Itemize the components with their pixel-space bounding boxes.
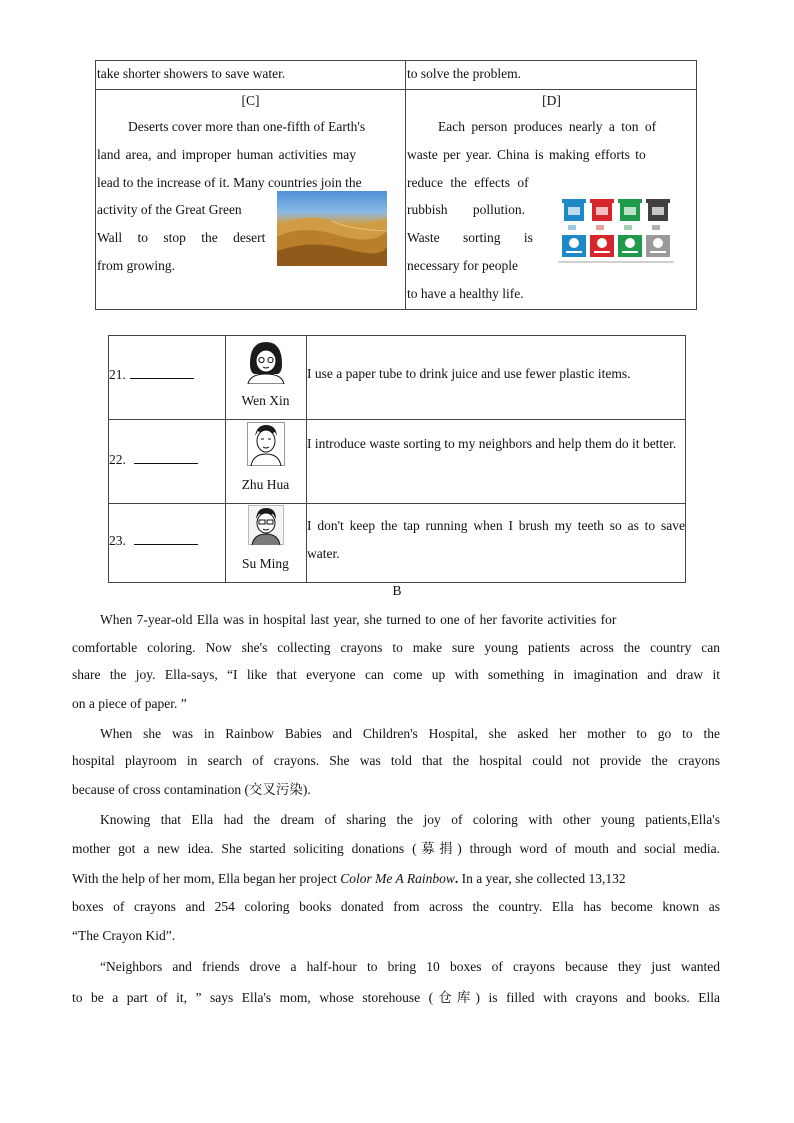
passage-p1-line-3: share the joy. Ella-says, “I like that everyone can come up with something in imagination and draw it bbox=[72, 667, 720, 682]
statement-zhu-hua-line-1 bbox=[307, 430, 685, 458]
c-line-1: Deserts cover more than one-fifth of Earth's bbox=[128, 119, 366, 134]
table-cell-left-top: take shorter showers to save water. bbox=[97, 66, 286, 81]
d-line-7: to have a healthy life. bbox=[407, 286, 524, 301]
answer-blank-21[interactable] bbox=[130, 366, 194, 379]
table-divider bbox=[225, 336, 226, 582]
student-name-su-ming: Su Ming bbox=[242, 556, 289, 571]
label-c: [C] bbox=[241, 93, 260, 108]
passage-p4-line-1: “Neighbors and friends drove a half-hour to bring 10 boxes of crayons because they just wanted bbox=[100, 959, 720, 974]
reading-table-cd bbox=[95, 60, 697, 310]
question-number: 21. bbox=[109, 367, 126, 382]
question-number: 22. bbox=[109, 452, 126, 467]
student-name-wen-xin: Wen Xin bbox=[241, 393, 290, 408]
c-line-5: Wall to stop the desert bbox=[97, 230, 266, 245]
passage-p3-line-3-start: With the help of her mom, Ella began her project bbox=[72, 871, 341, 886]
zhu-hua-avatar-icon bbox=[247, 422, 285, 470]
answer-row-22 bbox=[109, 451, 198, 468]
table-cell-right-top: to solve the problem. bbox=[407, 66, 521, 81]
wen-xin-avatar-icon bbox=[245, 338, 287, 388]
c-line-4: activity of the Great Green bbox=[97, 202, 242, 217]
d-line-5: Waste sorting is bbox=[407, 230, 533, 245]
label-d: [D] bbox=[542, 93, 561, 108]
passage-p1-line-1: When 7-year-old Ella was in hospital last year, she turned to one of her favorite activities for bbox=[100, 612, 617, 627]
desert-photo bbox=[277, 191, 387, 266]
bin-icon-blue bbox=[562, 199, 586, 221]
su-ming-avatar-icon bbox=[248, 505, 284, 549]
statement-su-ming bbox=[307, 512, 685, 568]
statement-zhu-hua-text: I introduce waste sorting to my neighbors and help them do it better. bbox=[307, 436, 677, 451]
project-title-period: . bbox=[454, 871, 459, 886]
sorting-bins-image bbox=[554, 193, 684, 271]
passage-p3-line-1: Knowing that Ella had the dream of sharing the joy of coloring with other young patients,Ella's bbox=[100, 812, 720, 827]
answer-blank-23[interactable] bbox=[134, 532, 198, 545]
project-title: Color Me A Rainbow bbox=[340, 871, 455, 886]
answer-table bbox=[108, 335, 686, 583]
passage-p2-line-3: because of cross contamination (交叉污染). bbox=[72, 782, 311, 797]
c-line-3: lead to the increase of it. Many countries join the bbox=[97, 175, 362, 190]
d-line-1: Each person produces nearly a ton of bbox=[438, 119, 657, 134]
section-heading-b: B bbox=[392, 583, 402, 598]
answer-row-21 bbox=[109, 366, 194, 383]
passage-p3-line-4: boxes of crayons and 254 coloring books donated from across the country. Ella has become known as bbox=[72, 899, 720, 914]
passage-p3-line-2: mother got a new idea. She started soliciting donations (募捐) through word of mouth and social media. bbox=[72, 841, 720, 856]
passage-p3-line-5: “The Crayon Kid”. bbox=[72, 928, 176, 943]
passage-p2-line-1: When she was in Rainbow Babies and Children's Hospital, she asked her mother to go to the bbox=[100, 726, 720, 741]
table-divider bbox=[109, 419, 685, 420]
statement-wen-xin: I use a paper tube to drink juice and use fewer plastic items. bbox=[307, 366, 631, 381]
d-line-4: rubbish pollution. bbox=[407, 202, 526, 217]
passage-p4-line-2: to be a part of it, ” says Ella's mom, whose storehouse (仓库) is filled with crayons and books. Ella bbox=[72, 990, 720, 1005]
bin-icon-red bbox=[590, 199, 614, 221]
d-line-2: waste per year. China is making efforts to bbox=[407, 147, 646, 162]
c-line-2: land area, and improper human activities may bbox=[97, 147, 357, 162]
d-line-6: necessary for people bbox=[407, 258, 518, 273]
answer-row-23 bbox=[109, 532, 198, 549]
c-line-6: from growing. bbox=[97, 258, 175, 273]
d-line-3: reduce the effects of bbox=[407, 175, 529, 190]
statement-su-ming-text: I don't keep the tap running when I brush my teeth so as to save water. bbox=[307, 518, 685, 561]
bin-icon-gray bbox=[646, 199, 670, 221]
statement-zhu-hua bbox=[307, 430, 685, 458]
answer-blank-22[interactable] bbox=[134, 451, 198, 464]
passage-p3-line-3-end: In a year, she collected 13,132 bbox=[458, 871, 626, 886]
bin-icon-green bbox=[618, 199, 642, 221]
table-divider bbox=[109, 503, 685, 504]
passage-p3-line-3 bbox=[72, 869, 720, 889]
passage-p2-line-2: hospital playroom in search of crayons. She was told that the hospital could not provide the crayons bbox=[72, 753, 720, 768]
student-name-zhu-hua: Zhu Hua bbox=[241, 477, 290, 492]
question-number: 23. bbox=[109, 533, 126, 548]
passage-p1-line-2: comfortable coloring. Now she's collecting crayons to make sure young patients across the country can bbox=[72, 640, 720, 655]
passage-p1-line-4: on a piece of paper. ” bbox=[72, 696, 187, 711]
